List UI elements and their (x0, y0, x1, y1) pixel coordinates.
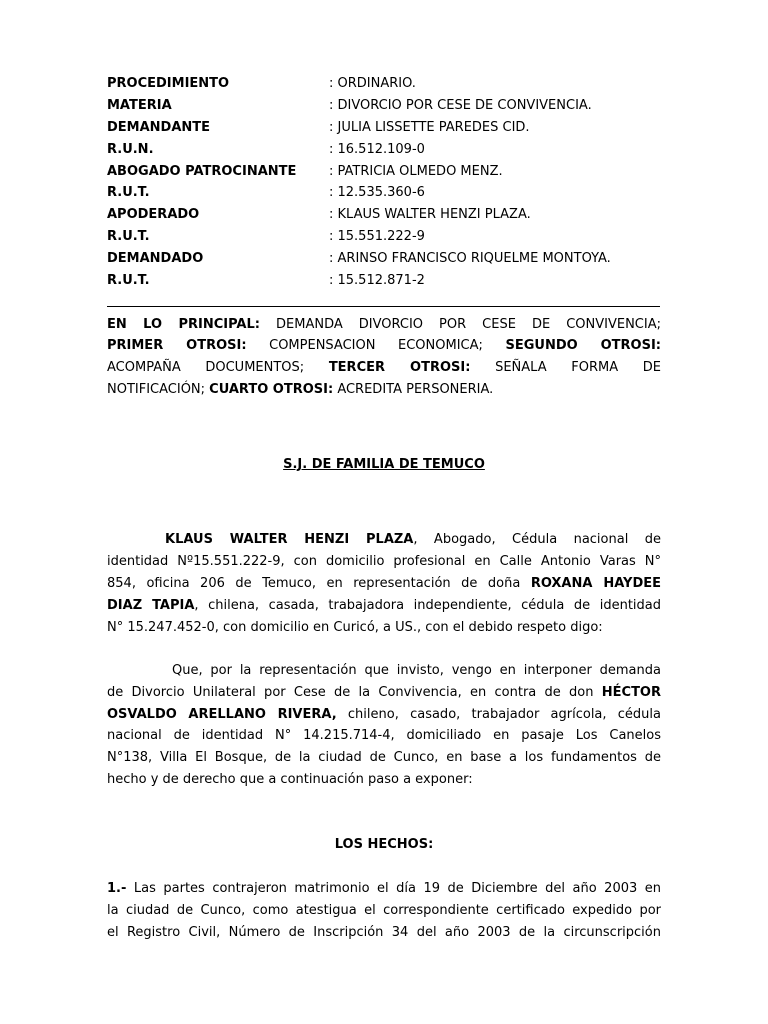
separator-line (107, 306, 660, 307)
para2-line-5: N°138, Villa El Bosque, de la ciudad de Cunco, en base a los fundamentos de (107, 750, 661, 765)
bold-name: ROXANA HAYDEE (530, 576, 661, 591)
header-row-procedimiento (107, 74, 667, 94)
header-row-demandante (107, 118, 667, 138)
fact1-line-1 (107, 879, 661, 899)
fact1-line-2: la ciudad de Cunco, como atestigua el correspondiente certificado expedido por (107, 903, 661, 918)
court-title: S.J. DE FAMILIA DE TEMUCO (283, 457, 485, 472)
header-key: ABOGADO PATROCINANTE (107, 164, 297, 179)
fact1-line-3: el Registro Civil, Número de Inscripción 34 del año 2003 de la circunscripción (107, 925, 661, 940)
para1-line-3 (107, 574, 661, 594)
header-key: R.U.N. (107, 142, 154, 157)
header-key: DEMANDADO (107, 251, 204, 266)
bold-name: OSVALDO ARELLANO RIVERA, (107, 707, 337, 722)
summary-text: COMPENSACION ECONOMICA; (246, 338, 506, 353)
header-row-rut-abogado (107, 183, 667, 203)
header-key: DEMANDANTE (107, 120, 211, 135)
para2-line-3 (107, 705, 661, 725)
para-text: , chilena, casada, trabajadora independiente, cédula de identidad (194, 598, 661, 613)
summary-heading: EN LO PRINCIPAL: (107, 317, 260, 332)
header-row-materia (107, 96, 667, 116)
summary-text: DEMANDA DIVORCIO POR CESE DE CONVIVENCIA; (259, 317, 661, 332)
summary-line-4 (107, 380, 661, 400)
summary-text: ACREDITA PERSONERIA. (333, 382, 494, 397)
header-value: : 15.551.222-9 (329, 229, 425, 244)
summary-text: ACOMPAÑA DOCUMENTOS; (107, 360, 329, 375)
summary-text: NOTIFICACIÓN; (107, 382, 210, 397)
header-row-demandado (107, 249, 667, 269)
summary-line-1 (107, 315, 661, 335)
header-value: : ORDINARIO. (329, 76, 416, 91)
header-row-apoderado (107, 205, 667, 225)
header-key: MATERIA (107, 98, 172, 113)
summary-heading: CUARTO OTROSI: (209, 382, 334, 397)
para-text: chileno, casado, trabajador agrícola, cédula (336, 707, 661, 722)
fact-text: Las partes contrajeron matrimonio el día 19 de Diciembre del año 2003 en (126, 881, 661, 896)
para2-line-6: hecho y de derecho que a continuación paso a exponer: (107, 772, 473, 787)
facts-title: LOS HECHOS: (334, 837, 434, 852)
summary-line-3 (107, 358, 661, 378)
header-value: : 12.535.360-6 (329, 185, 425, 200)
para1-line-2: identidad Nº15.551.222-9, con domicilio profesional en Calle Antonio Varas N° (107, 554, 661, 569)
header-row-run (107, 140, 667, 160)
header-key: PROCEDIMIENTO (107, 76, 230, 91)
summary-line-2 (107, 336, 661, 356)
header-value: : DIVORCIO POR CESE DE CONVIVENCIA. (329, 98, 592, 113)
header-key: R.U.T. (107, 273, 150, 288)
summary-heading: TERCER OTROSI: (328, 360, 471, 375)
header-key: R.U.T. (107, 185, 150, 200)
para2-line-4: nacional de identidad N° 14.215.714-4, domiciliado en pasaje Los Canelos (107, 728, 661, 743)
header-row-rut-apoderado (107, 227, 667, 247)
header-value: : 15.512.871-2 (329, 273, 425, 288)
fact-number: 1.- (107, 881, 127, 896)
summary-heading: SEGUNDO OTROSI: (505, 338, 661, 353)
header-value: : 16.512.109-0 (329, 142, 425, 157)
para2-line-2 (107, 683, 661, 703)
bold-name: DIAZ TAPIA (107, 598, 195, 613)
header-value: : JULIA LISSETTE PAREDES CID. (329, 120, 530, 135)
para1-line-4 (107, 596, 661, 616)
header-value: : KLAUS WALTER HENZI PLAZA. (329, 207, 531, 222)
header-row-rut-demandado (107, 271, 667, 291)
summary-text: SEÑALA FORMA DE (470, 360, 661, 375)
para2-line-1: Que, por la representación que invisto, vengo en interponer demanda (172, 663, 661, 678)
header-row-abogado (107, 162, 667, 182)
para-text: , Abogado, Cédula nacional de (413, 532, 661, 547)
para1-line-5: N° 15.247.452-0, con domicilio en Curicó, a US., con el debido respeto digo: (107, 620, 603, 635)
summary-heading: PRIMER OTROSI: (107, 338, 247, 353)
para-text: 854, oficina 206 de Temuco, en representación de doña (107, 576, 531, 591)
header-key: R.U.T. (107, 229, 150, 244)
para-text: de Divorcio Unilateral por Cese de la Convivencia, en contra de don (107, 685, 602, 700)
bold-name: HÉCTOR (601, 685, 661, 700)
bold-name: KLAUS WALTER HENZI PLAZA (165, 532, 414, 547)
header-value: : PATRICIA OLMEDO MENZ. (329, 164, 503, 179)
para1-line-1 (165, 530, 661, 550)
header-value: : ARINSO FRANCISCO RIQUELME MONTOYA. (329, 251, 611, 266)
header-key: APODERADO (107, 207, 200, 222)
